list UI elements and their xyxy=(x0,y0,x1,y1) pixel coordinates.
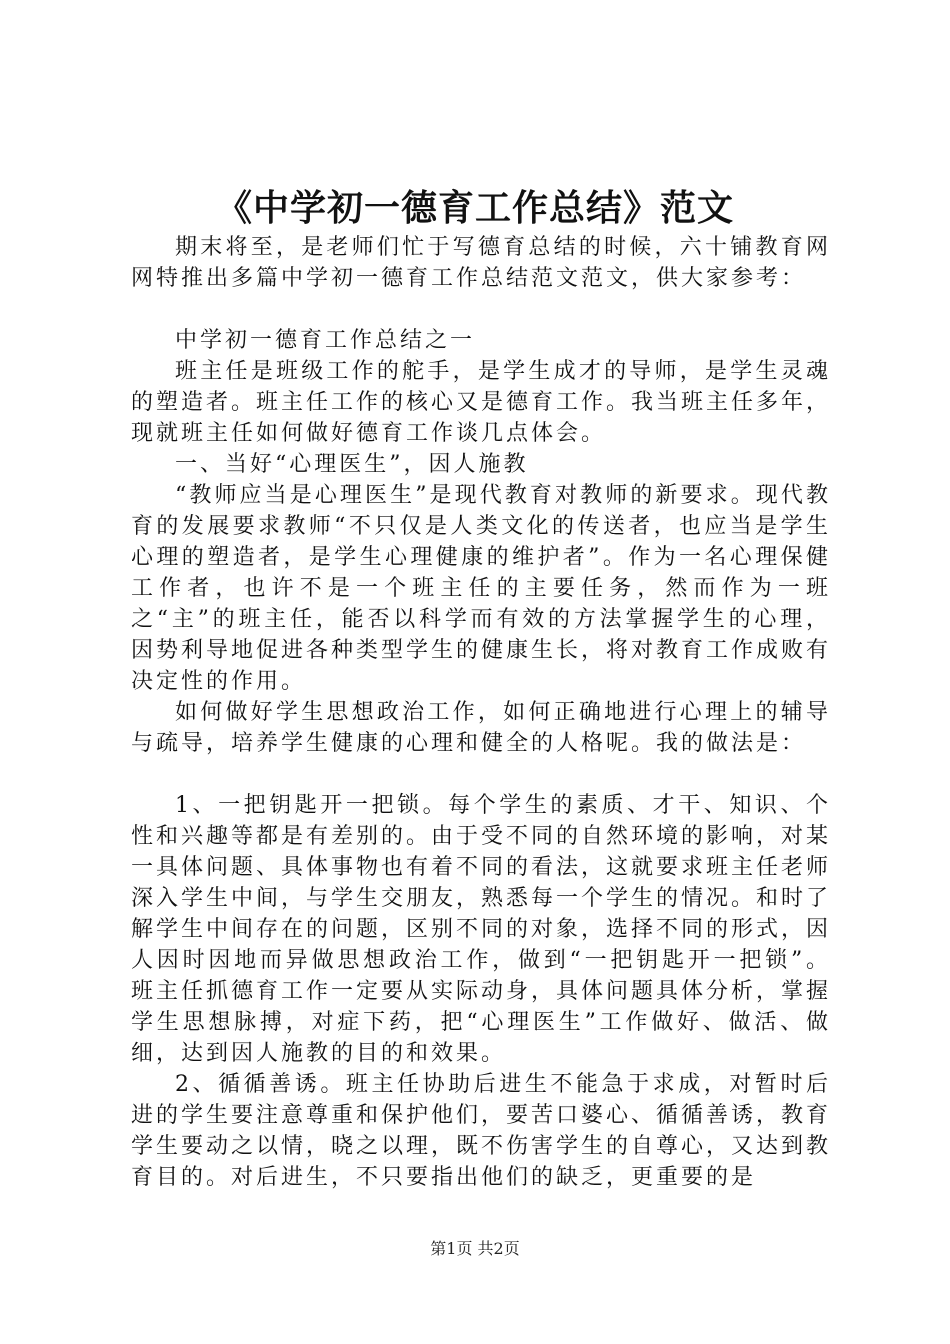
blank-line xyxy=(131,759,831,790)
subsection-heading: 一、当好“心理医生”，因人施教 xyxy=(175,452,529,477)
body-paragraph: 班主任是班级工作的舵手，是学生成才的导师，是学生灵魂的塑造者。班主任工作的核心又是德育工作。我当班主任多年，现就班主任如何做好德育工作谈几点体会。 xyxy=(131,359,832,446)
blank-line xyxy=(131,294,831,325)
list-item: 1、一把钥匙开一把锁。每个学生的素质、才干、知识、个性和兴趣等都是有差别的。由于受不同的自然环境的影响，对某一具体问题、具体事物也有着不同的看法，这就要求班主任老师深入学生中间，与学生交朋友，熟悉每一个学生的情况。和时了解学生中间存在的问题，区别不同的对象，选择不同的形式，因人因时因地而异做思想政治工作，做到“一把钥匙开一把锁”。班主任抓德育工作一定要从实际动身，具体问题具体分析，掌握学生思想脉搏，对症下药，把“心理医生”工作做好、做活、做细，达到因人施教的目的和效果。 xyxy=(131,793,832,1066)
section-heading: 中学初一德育工作总结之一 xyxy=(175,328,476,353)
intro-paragraph: 期末将至，是老师们忙于写德育总结的时候，六十铺教育网网特推出多篇中学初一德育工作总结范文范文，供大家参考： xyxy=(131,235,831,291)
document-title: 《中学初一德育工作总结》范文 xyxy=(215,187,734,229)
body-paragraph: “教师应当是心理医生”是现代教育对教师的新要求。现代教育的发展要求教师“不只仅是人类文化的传送者，也应当是学生心理的塑造者，是学生心理健康的维护者”。作为一名心理保健工作者，也许不是一个班主任的主要任务，然而作为一班之“主”的班主任，能否以科学而有效的方法掌握学生的心理，因势利导地促进各种类型学生的健康生长，将对教育工作成败有决定性的作用。 xyxy=(131,483,832,694)
page-number: 第1页 共2页 xyxy=(430,1239,520,1258)
list-item: 2、循循善诱。班主任协助后进生不能急于求成，对暂时后进的学生要注意尊重和保护他们，要苦口婆心、循循善诱，教育学生要动之以情，晓之以理，既不伤害学生的自尊心，又达到教育目的。对后进生，不只要指出他们的缺乏，更重要的是 xyxy=(131,1072,832,1190)
document-body xyxy=(131,232,831,1193)
body-paragraph: 如何做好学生思想政治工作，如何正确地进行心理上的辅导与疏导，培养学生健康的心理和健全的人格呢。我的做法是： xyxy=(131,700,831,756)
